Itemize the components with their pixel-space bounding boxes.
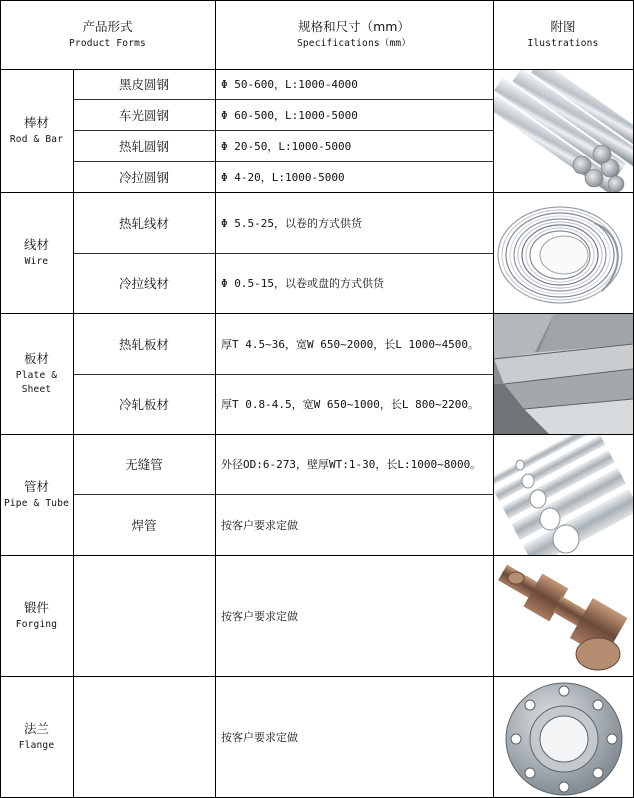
steel-plates-icon bbox=[494, 314, 633, 434]
subtype-label: 冷拉线材 bbox=[118, 276, 169, 291]
flange-icon bbox=[494, 677, 633, 797]
header-fig-en: Ilustrations bbox=[527, 37, 599, 49]
header-forms-en: Product Forms bbox=[69, 37, 146, 49]
subtype-label: 车光圆钢 bbox=[118, 107, 169, 123]
category-forging bbox=[0, 555, 73, 676]
category-label-zh: 锻件 bbox=[23, 599, 49, 615]
header-forms-zh: 产品形式 bbox=[82, 18, 133, 34]
wire-coil-image bbox=[494, 193, 633, 313]
spec-text: Φ 4-20，L:1000-5000 bbox=[221, 170, 345, 184]
category-label-en: Wire bbox=[24, 255, 49, 267]
spec-text: 外径OD:6-273，壁厚WT:1-30，长L:1000~8000。 bbox=[221, 458, 482, 471]
spec-text: Φ 0.5-15，以卷或盘的方式供货 bbox=[221, 277, 384, 290]
spec-text: Φ 50-600，L:1000-4000 bbox=[221, 78, 358, 91]
subtype-label: 冷拉圆钢 bbox=[118, 169, 169, 185]
subtype-label: 热轧圆钢 bbox=[118, 138, 169, 154]
header-spec-zh: 规格和尺寸（mm） bbox=[298, 18, 410, 34]
subtype-label: 无缝管 bbox=[125, 457, 163, 472]
category-label-en: Rod & Bar bbox=[9, 133, 64, 145]
spec-text: Φ 20-50，L:1000-5000 bbox=[221, 139, 352, 153]
category-pipe-tube bbox=[0, 434, 73, 555]
category-label-en: Pipe & Tube bbox=[3, 497, 70, 509]
header-product-forms bbox=[0, 0, 215, 69]
spec-text: Φ 60-500，L:1000-5000 bbox=[221, 108, 358, 122]
subtype-label: 黑皮圆钢 bbox=[118, 77, 169, 92]
category-label-en: Flange bbox=[18, 739, 55, 751]
category-plate-sheet bbox=[0, 313, 73, 434]
category-label-en: Plate & Sheet bbox=[15, 369, 58, 395]
category-label-zh: 线材 bbox=[23, 236, 49, 252]
category-label-zh: 板材 bbox=[23, 350, 49, 366]
subtype-label: 焊管 bbox=[131, 517, 157, 533]
category-flange bbox=[0, 676, 73, 797]
steel-tubes-icon bbox=[494, 435, 633, 555]
header-illustrations bbox=[493, 0, 633, 69]
spec-text: 按客户要求定做 bbox=[221, 730, 298, 744]
subtype-label: 热轧板材 bbox=[118, 336, 169, 352]
spec-text: 按客户要求定做 bbox=[221, 609, 298, 623]
category-label-zh: 管材 bbox=[23, 478, 49, 494]
category-label-zh: 法兰 bbox=[23, 720, 49, 736]
steel-plates-image bbox=[494, 314, 633, 434]
header-spec-en: Specifications（mm） bbox=[296, 37, 412, 49]
subtype-label: 冷轧板材 bbox=[118, 397, 169, 412]
spec-text: 厚T 4.5~36，宽W 650~2000，长L 1000~4500。 bbox=[221, 337, 480, 351]
steel-tubes-image bbox=[494, 435, 633, 555]
wire-coil-icon bbox=[494, 193, 633, 313]
spec-text: 厚T 0.8-4.5，宽W 650~1000，长L 800~2200。 bbox=[221, 398, 480, 411]
category-label-en: Forging bbox=[15, 618, 58, 630]
subtype-label: 热轧线材 bbox=[118, 215, 169, 231]
category-label-zh: 棒材 bbox=[23, 114, 49, 130]
steel-rods-icon bbox=[494, 70, 633, 192]
flange-image bbox=[494, 677, 633, 797]
forged-shaft-image bbox=[494, 556, 633, 676]
steel-rods-image bbox=[494, 70, 633, 192]
category-rod-bar bbox=[0, 69, 73, 192]
spec-text: Φ 5.5-25，以卷的方式供货 bbox=[221, 216, 362, 230]
category-wire bbox=[0, 192, 73, 313]
header-specifications bbox=[215, 0, 493, 69]
header-fig-zh: 附图 bbox=[550, 18, 576, 34]
forged-shaft-icon bbox=[494, 556, 633, 676]
spec-text: 按客户要求定做 bbox=[221, 518, 298, 532]
